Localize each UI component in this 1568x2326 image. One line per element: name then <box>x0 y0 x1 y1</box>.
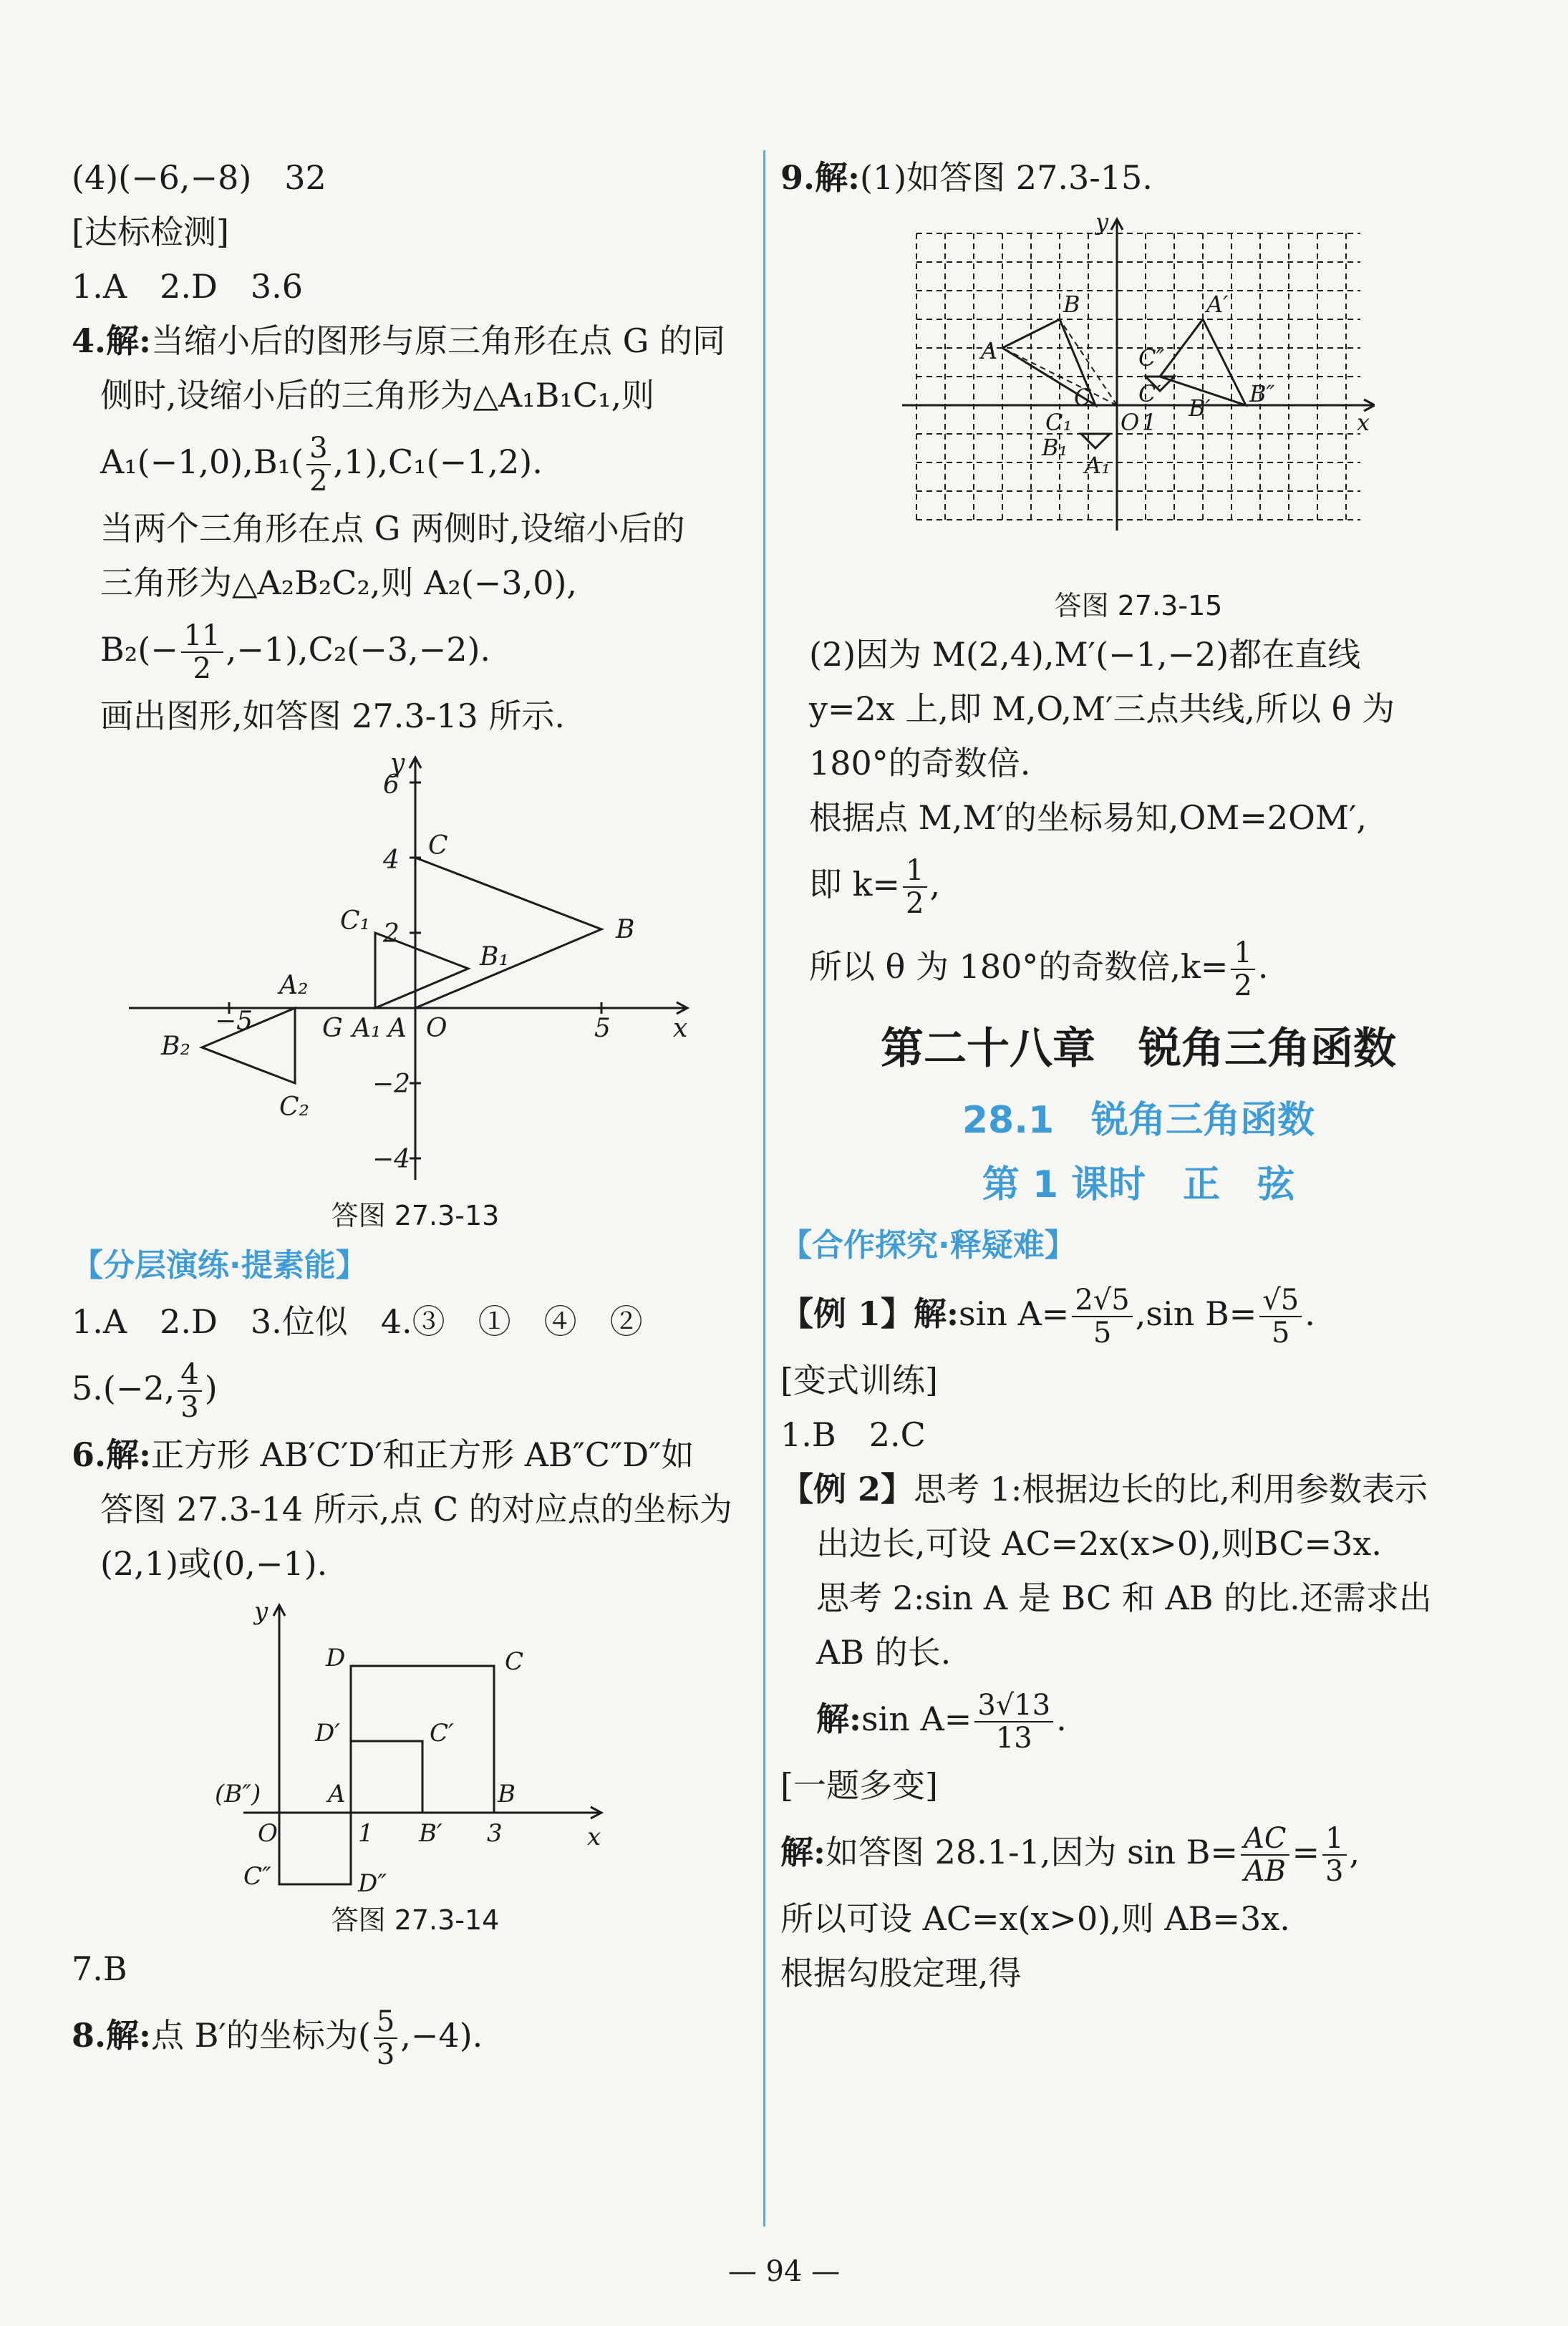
solution-label: 解: <box>816 1700 861 1738</box>
example-1 <box>780 1274 1496 1353</box>
point-C-double-prime: C″ <box>243 1862 271 1891</box>
text: 思考 1:根据边长的比,利用参数表示 <box>914 1470 1428 1508</box>
numerator: 1 <box>1231 937 1254 970</box>
text-line: 根据点 M,M′的坐标易知,OM=2OM′, <box>809 798 1368 837</box>
point-C-double-prime: C″ <box>1138 344 1165 372</box>
text-line <box>780 1813 1496 1891</box>
tick-5: 5 <box>594 1014 611 1043</box>
column-divider <box>763 150 765 2226</box>
numerator: 1 <box>1322 1823 1346 1856</box>
figure-27-3-14 <box>215 1598 616 1899</box>
fraction <box>306 432 330 497</box>
answer-line: 1.B 2.C <box>780 1415 926 1454</box>
chapter-title: 第二十八章 锐角三角函数 <box>881 1024 1396 1074</box>
denominator: 2 <box>309 465 328 498</box>
denominator: 5 <box>1272 1317 1290 1349</box>
fraction <box>1241 1823 1289 1887</box>
text-line <box>780 845 1496 924</box>
text: 如答图 28.1-1,因为 sin B= <box>825 1833 1238 1871</box>
tick-neg4: −4 <box>372 1145 411 1174</box>
triangle-ABC <box>415 858 601 1008</box>
square-AB2C2D2 <box>279 1813 351 1884</box>
text: = <box>1292 1833 1320 1871</box>
tick-6: 6 <box>383 770 400 800</box>
answer-line <box>780 150 1496 205</box>
text: ,sin B= <box>1135 1294 1257 1333</box>
figure-27-3-13 <box>129 750 702 1194</box>
tick-1: 1 <box>358 1819 374 1848</box>
point-A: A <box>388 1014 407 1043</box>
numerator: 2√5 <box>1072 1284 1132 1317</box>
tick-2: 2 <box>383 919 400 949</box>
section-heading: 【合作探究·释疑难】 <box>780 1227 1076 1264</box>
point-C2: C₂ <box>279 1092 309 1122</box>
point-D-prime: D′ <box>315 1719 340 1748</box>
text: 5.(−2, <box>72 1369 175 1407</box>
numerator: 11 <box>181 620 223 653</box>
point-C-prime: C′ <box>430 1719 454 1748</box>
numerator: 5 <box>374 2006 397 2039</box>
point-D: D <box>326 1644 346 1672</box>
text-line: AB 的长. <box>816 1633 952 1672</box>
text: ,−4). <box>400 2016 483 2055</box>
fraction <box>181 620 223 684</box>
point-A1: A₁ <box>1085 452 1110 479</box>
right-column <box>780 150 1496 2000</box>
dashed-grid <box>916 233 1360 520</box>
numerator: √5 <box>1259 1284 1302 1317</box>
denominator: 3 <box>180 1391 199 1424</box>
point-B1: B₁ <box>1042 434 1068 461</box>
point-B2: B₂ <box>161 1032 190 1061</box>
text: sin A= <box>861 1700 972 1738</box>
text-line: 根据勾股定理,得 <box>780 1954 1022 1992</box>
denominator: 2 <box>193 652 211 685</box>
point-A2: A₂ <box>279 971 309 1000</box>
point-C: C <box>428 831 448 861</box>
fraction <box>178 1359 201 1423</box>
point-A-prime: A′ <box>1206 291 1229 318</box>
answer-line <box>72 314 759 368</box>
fraction <box>903 855 926 919</box>
section-label: [达标检测] <box>72 213 229 251</box>
section-label: [变式训练] <box>780 1361 938 1400</box>
text: 当缩小后的图形与原三角形在点 G 的同 <box>151 321 726 360</box>
text: ) <box>204 1369 218 1407</box>
denominator: 3 <box>1325 1855 1344 1888</box>
text-line: (2,1)或(0,−1). <box>100 1544 328 1583</box>
y-label: y <box>254 1598 268 1626</box>
example-label: 【例 1】解: <box>780 1294 959 1333</box>
denominator: AB <box>1244 1855 1286 1888</box>
text: . <box>1257 947 1269 986</box>
square-AB1C1D1 <box>351 1741 422 1813</box>
x-label: x <box>673 1014 688 1043</box>
denominator: 5 <box>1093 1317 1112 1349</box>
text: (1)如答图 27.3-15. <box>860 158 1153 197</box>
text-line: y=2x 上,即 M,O,M′三点共线,所以 θ 为 <box>809 689 1395 728</box>
text: 正方形 AB′C′D′和正方形 AB″C″D″如 <box>151 1435 695 1474</box>
fraction <box>974 1690 1053 1754</box>
point-C: C <box>505 1647 524 1676</box>
fraction <box>1231 937 1254 1002</box>
numerator: 1 <box>903 855 926 888</box>
tick-4: 4 <box>383 845 400 875</box>
solution-label: 8.解: <box>72 2016 152 2055</box>
text-line: 当两个三角形在点 G 两侧时,设缩小后的 <box>100 509 685 548</box>
origin-label: O <box>258 1819 278 1848</box>
answer-line: 1.A 2.D 3.6 <box>72 267 304 306</box>
fraction <box>374 2006 397 2070</box>
point-B1: B₁ <box>480 942 509 971</box>
point-B-double-prime: B″ <box>1249 380 1275 407</box>
x-label: x <box>1357 409 1370 436</box>
solution-label: 6.解: <box>72 1435 152 1474</box>
page-number: — 94 — <box>727 2255 841 2288</box>
text: ,−1),C₂(−3,−2). <box>226 630 491 669</box>
text-line: 三角形为△A₂B₂C₂,则 A₂(−3,0), <box>100 563 578 602</box>
point-B-prime: B′ <box>419 1819 442 1848</box>
section-label: [一题多变] <box>780 1766 938 1805</box>
text-line: 所以可设 AC=x(x>0),则 AB=3x. <box>780 1899 1290 1938</box>
point-C: C <box>1074 384 1092 411</box>
denominator: 2 <box>1234 969 1252 1002</box>
denominator: 13 <box>995 1722 1032 1755</box>
solution-label: 4.解: <box>72 321 152 360</box>
numerator: 4 <box>178 1359 201 1392</box>
numerator: AC <box>1241 1823 1289 1856</box>
tick-neg2: −2 <box>372 1070 411 1099</box>
text-line: 答图 27.3-14 所示,点 C 的对应点的坐标为 <box>100 1490 732 1528</box>
text: . <box>1305 1294 1315 1333</box>
point-A: A <box>328 1780 346 1808</box>
fraction <box>1259 1284 1302 1349</box>
point-C1: C₁ <box>1045 409 1073 436</box>
point-D-double-prime: D″ <box>358 1869 387 1898</box>
tick-3: 3 <box>487 1819 503 1848</box>
answer-line: 1.A 2.D 3.位似 4.③ ① ④ ② <box>72 1302 643 1341</box>
text: 点 B′的坐标为( <box>151 2016 371 2055</box>
text-line <box>72 422 759 501</box>
y-label: y <box>390 750 405 778</box>
figure-caption: 答图 27.3-14 <box>331 1904 500 1936</box>
figure-caption: 答图 27.3-13 <box>331 1200 500 1231</box>
denominator: 3 <box>376 2038 395 2071</box>
text-line: 侧时,设缩小后的三角形为△A₁B₁C₁,则 <box>100 376 655 415</box>
solution-label: 解: <box>780 1833 826 1871</box>
text-line: 180°的奇数倍. <box>809 744 1031 782</box>
text: ,1),C₁(−1,2). <box>333 442 543 481</box>
point-G: G <box>322 1014 343 1043</box>
text: . <box>1056 1700 1067 1738</box>
denominator: 2 <box>906 887 924 920</box>
answer-line <box>72 1996 759 2075</box>
triangle-A-prime-B-prime-C-prime <box>1160 319 1246 405</box>
point-B-double-prime: (B″) <box>215 1780 261 1808</box>
text-line: 画出图形,如答图 27.3-13 所示. <box>100 697 565 735</box>
text: A₁(−1,0),B₁( <box>100 442 304 481</box>
figure-caption: 答图 27.3-15 <box>1054 590 1223 621</box>
answer-line: 7.B <box>72 1949 127 1988</box>
origin-label: O <box>1121 409 1140 436</box>
example-label: 【例 2】 <box>780 1470 914 1508</box>
text-line <box>780 1680 1496 1758</box>
text: 所以 θ 为 180°的奇数倍,k= <box>809 947 1229 986</box>
point-B-prime: B′ <box>1189 394 1211 422</box>
text-line: 思考 2:sin A 是 BC 和 AB 的比.还需求出 <box>816 1579 1432 1617</box>
text-line <box>780 924 1496 1009</box>
text: sin A= <box>959 1294 1070 1333</box>
section-title: 28.1 锐角三角函数 <box>962 1099 1315 1142</box>
fraction <box>1072 1284 1132 1349</box>
section-heading: 【分层演练·提素能】 <box>72 1247 367 1284</box>
point-C1: C₁ <box>340 906 370 936</box>
solution-label: 9.解: <box>780 158 861 197</box>
text-line: (2)因为 M(2,4),M′(−1,−2)都在直线 <box>809 635 1361 674</box>
point-B: B <box>1063 291 1080 318</box>
text: , <box>1349 1833 1360 1871</box>
example-2 <box>780 1462 1496 1516</box>
text: 即 k= <box>809 865 901 903</box>
point-A: A <box>981 337 998 364</box>
point-B: B <box>498 1780 516 1808</box>
point-B: B <box>616 915 635 944</box>
answer-line: (4)(−6,−8) 32 <box>72 158 326 197</box>
triangle-A1B1C1 <box>1081 434 1110 448</box>
text-line <box>72 610 759 689</box>
x-label: x <box>587 1823 601 1851</box>
text-line: 出边长,可设 AC=2x(x>0),则BC=3x. <box>816 1524 1382 1563</box>
y-label: y <box>1095 212 1109 236</box>
tick-1: 1 <box>1142 409 1157 436</box>
left-column <box>72 150 759 2075</box>
fraction <box>1322 1823 1346 1887</box>
lesson-title: 第 1 课时 正 弦 <box>982 1163 1295 1206</box>
numerator: 3 <box>306 432 330 465</box>
origin-label: O <box>426 1014 447 1043</box>
text: , <box>929 865 941 903</box>
answer-line <box>72 1428 759 1482</box>
numerator: 3√13 <box>974 1690 1053 1722</box>
point-A1: A₁ <box>352 1014 382 1043</box>
tick-neg5: −5 <box>215 1007 253 1036</box>
answer-line <box>72 1349 759 1428</box>
figure-27-3-15 <box>902 212 1375 584</box>
text: B₂(− <box>100 630 178 669</box>
point-C-prime: C′ <box>1138 380 1161 407</box>
